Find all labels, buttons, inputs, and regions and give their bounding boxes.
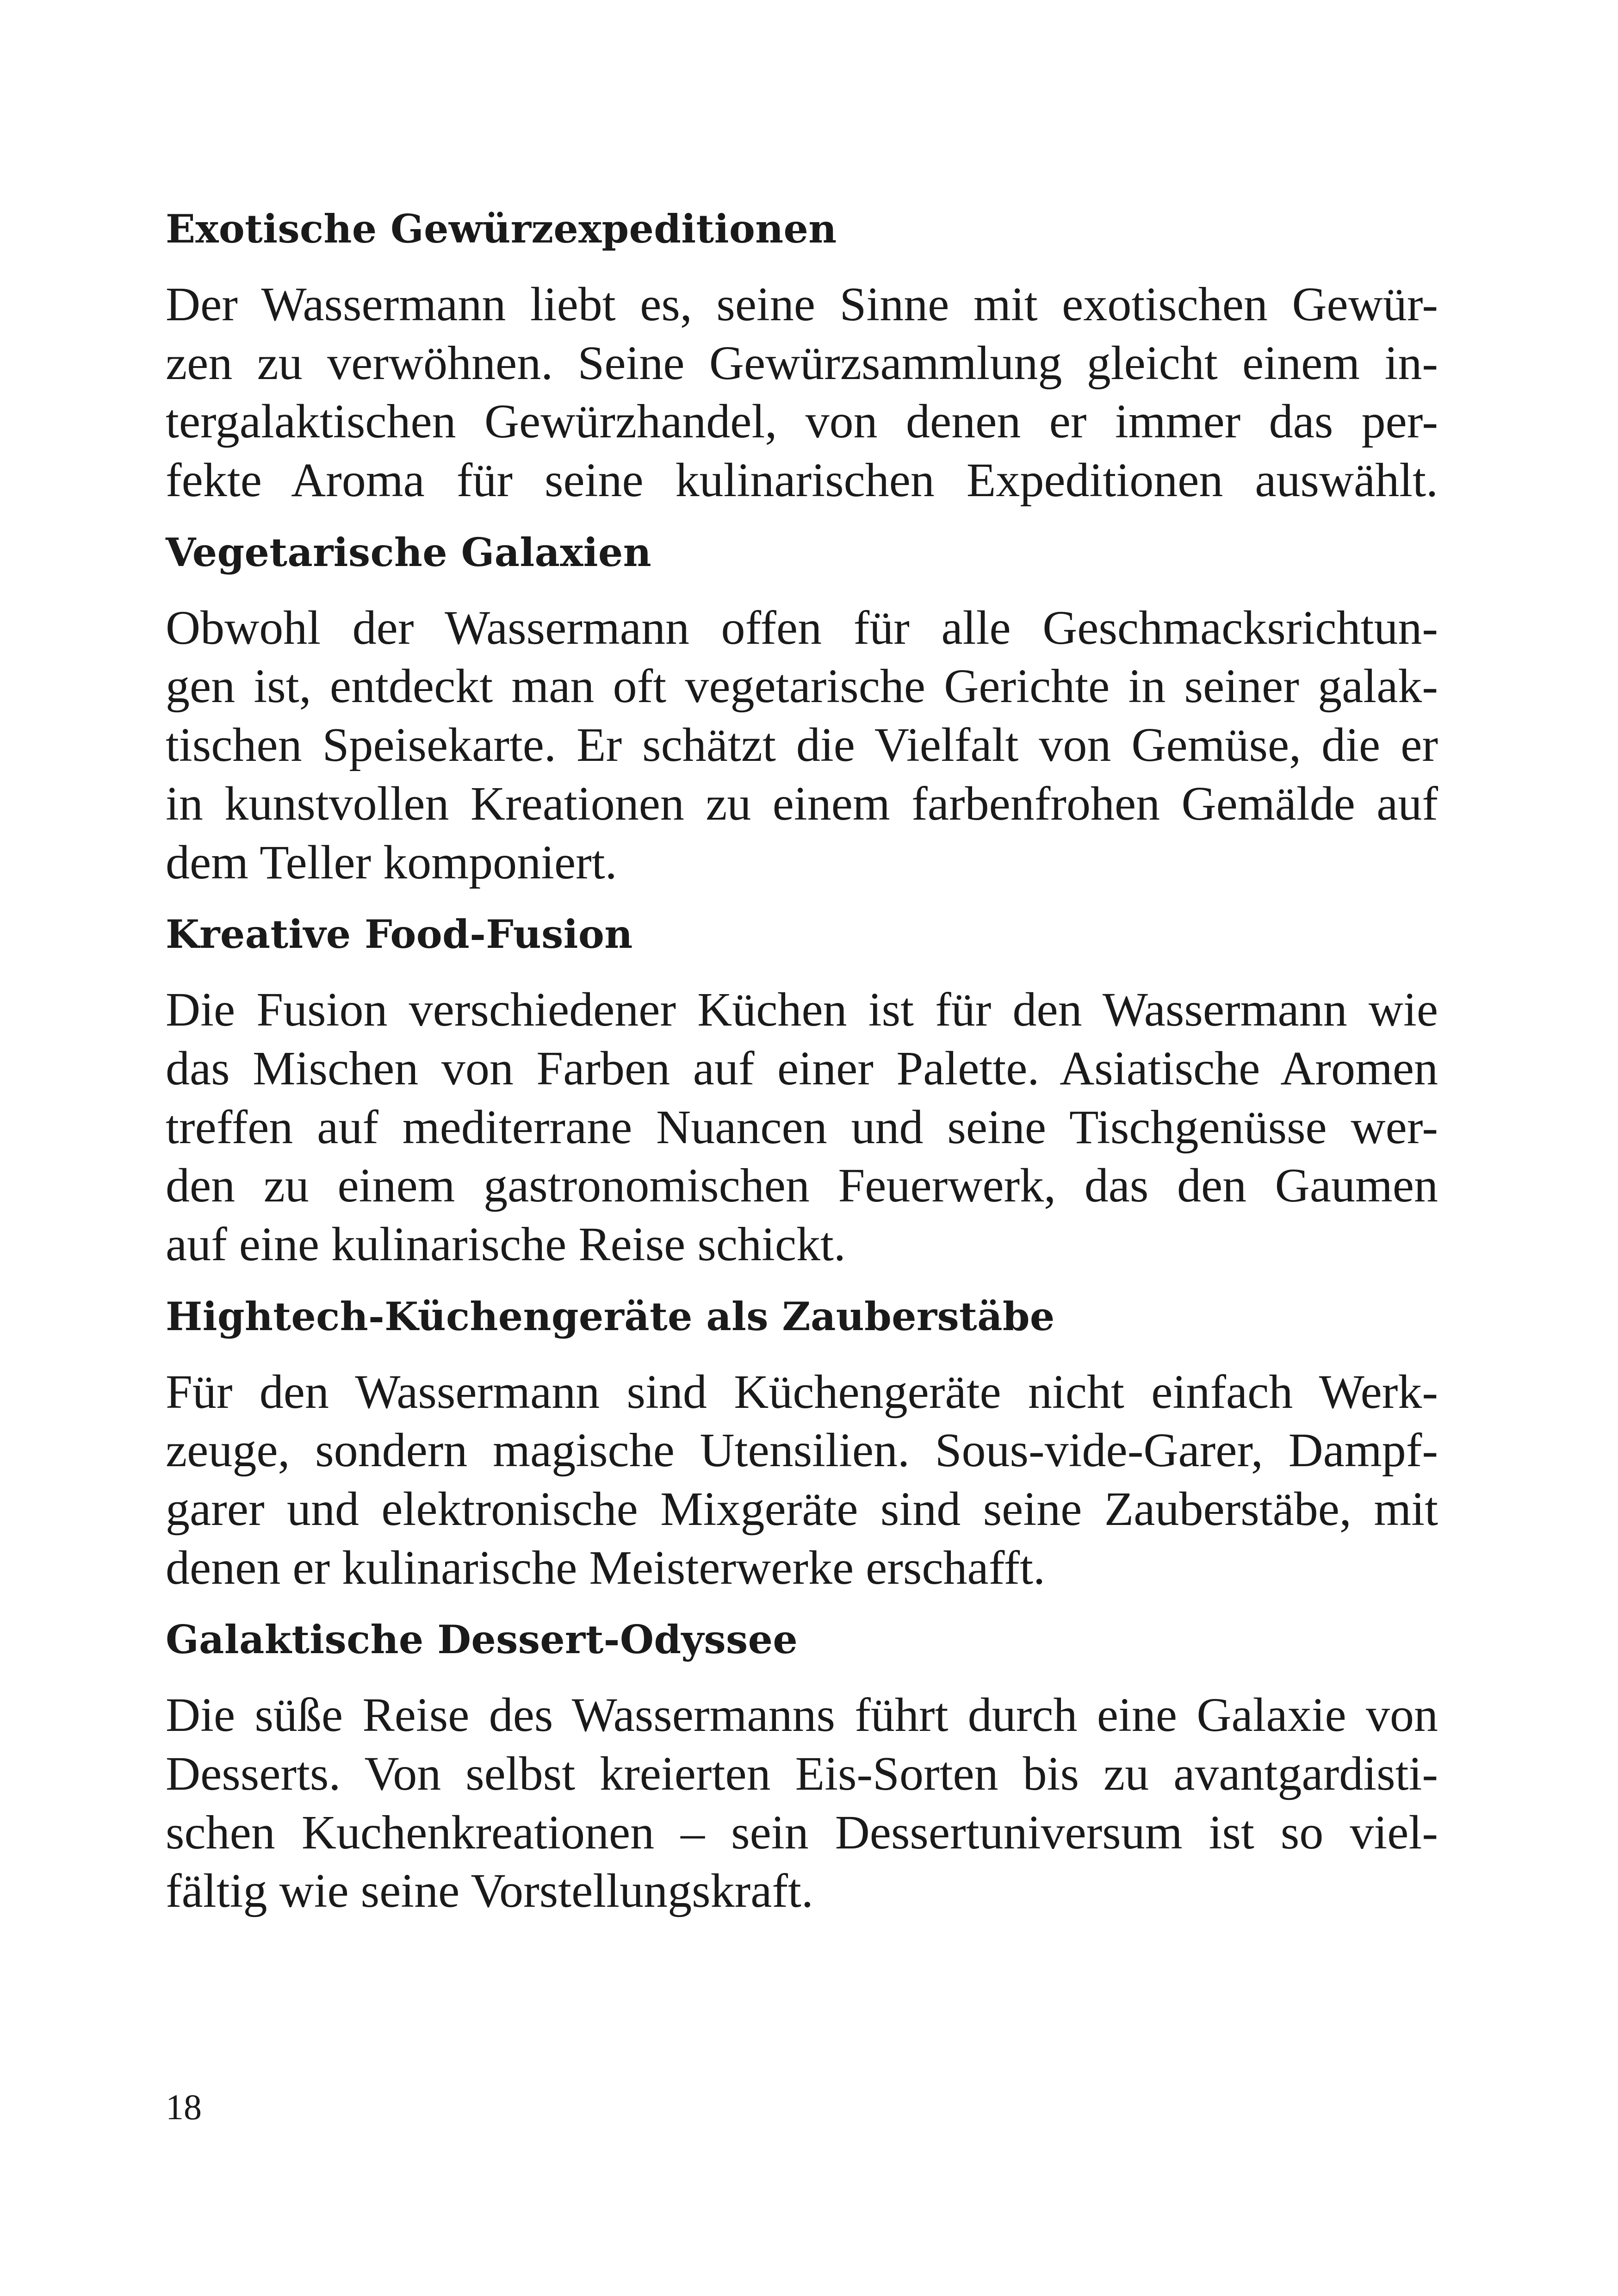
text-line: schen Kuchenkreationen – sein Dessertuniversum ist so viel- [166,1805,1438,1859]
text-line: zen zu verwöhnen. Seine Gewürzsammlung gleicht einem in- [166,336,1438,390]
text-line: Obwohl der Wassermann offen für alle Geschmacksrichtun- [166,601,1438,654]
text-line: den zu einem gastronomischen Feuerwerk, das den Gaumen [166,1159,1438,1213]
text-line: fekte Aroma für seine kulinarischen Expeditionen auswählt. [166,454,1438,507]
text-line: zeuge, sondern magische Utensilien. Sous-vide-Garer, Dampf- [166,1424,1438,1477]
text-line: Die süße Reise des Wassermanns führt durch eine Galaxie von [166,1688,1438,1742]
text-line: Die Fusion verschiedener Küchen ist für den Wassermann wie [166,983,1438,1037]
section-galaktische-dessert-odyssee [166,1612,1438,1921]
page-number: 18 [166,2087,202,2127]
text-line: gen ist, entdeckt man oft vegetarische Gerichte in seiner galak- [166,660,1438,713]
section-paragraph [166,1686,1438,1921]
section-hightech-kuechengeraete [166,1289,1438,1598]
section-exotische-gewuerzexpeditionen [166,201,1438,510]
section-heading: Galaktische Dessert-Odyssee [166,1617,798,1663]
text-line: tischen Speisekarte. Er schätzt die Vielfalt von Gemüse, die er [166,718,1438,772]
text-line: Für den Wassermann sind Küchengeräte nicht einfach Werk- [166,1365,1438,1419]
section-kreative-food-fusion [166,907,1438,1274]
text-line: Desserts. Von selbst kreierten Eis-Sorten bis zu avantgardisti- [166,1747,1438,1801]
text-line: tergalaktischen Gewürzhandel, von denen er immer das per- [166,395,1438,448]
text-line: treffen auf mediterrane Nuancen und seine Tischgenüsse wer- [166,1100,1438,1154]
section-paragraph [166,275,1438,510]
section-paragraph [166,981,1438,1274]
section-heading: Kreative Food-Fusion [166,911,633,958]
text-line: Der Wassermann liebt es, seine Sinne mit exotischen Gewür- [166,278,1438,331]
section-heading: Vegetarische Galaxien [166,529,651,575]
section-heading: Hightech-Küchengeräte als Zauberstäbe [166,1293,1055,1339]
section-paragraph [166,599,1438,892]
text-line: dem Teller komponiert. [166,835,617,889]
section-paragraph [166,1363,1438,1598]
section-vegetarische-galaxien [166,525,1438,892]
text-line: auf eine kulinarische Reise schickt. [166,1217,846,1271]
text-line: in kunstvollen Kreationen zu einem farbenfrohen Gemälde auf [166,777,1438,830]
text-line: denen er kulinarische Meisterwerke erschafft. [166,1541,1045,1594]
page-content [166,201,1438,1935]
text-line: fältig wie seine Vorstellungskraft. [166,1864,813,1918]
text-line: garer und elektronische Mixgeräte sind seine Zauberstäbe, mit [166,1482,1438,1536]
section-heading: Exotische Gewürzexpeditionen [166,206,837,252]
text-line: das Mischen von Farben auf einer Palette. Asiatische Aromen [166,1041,1438,1095]
